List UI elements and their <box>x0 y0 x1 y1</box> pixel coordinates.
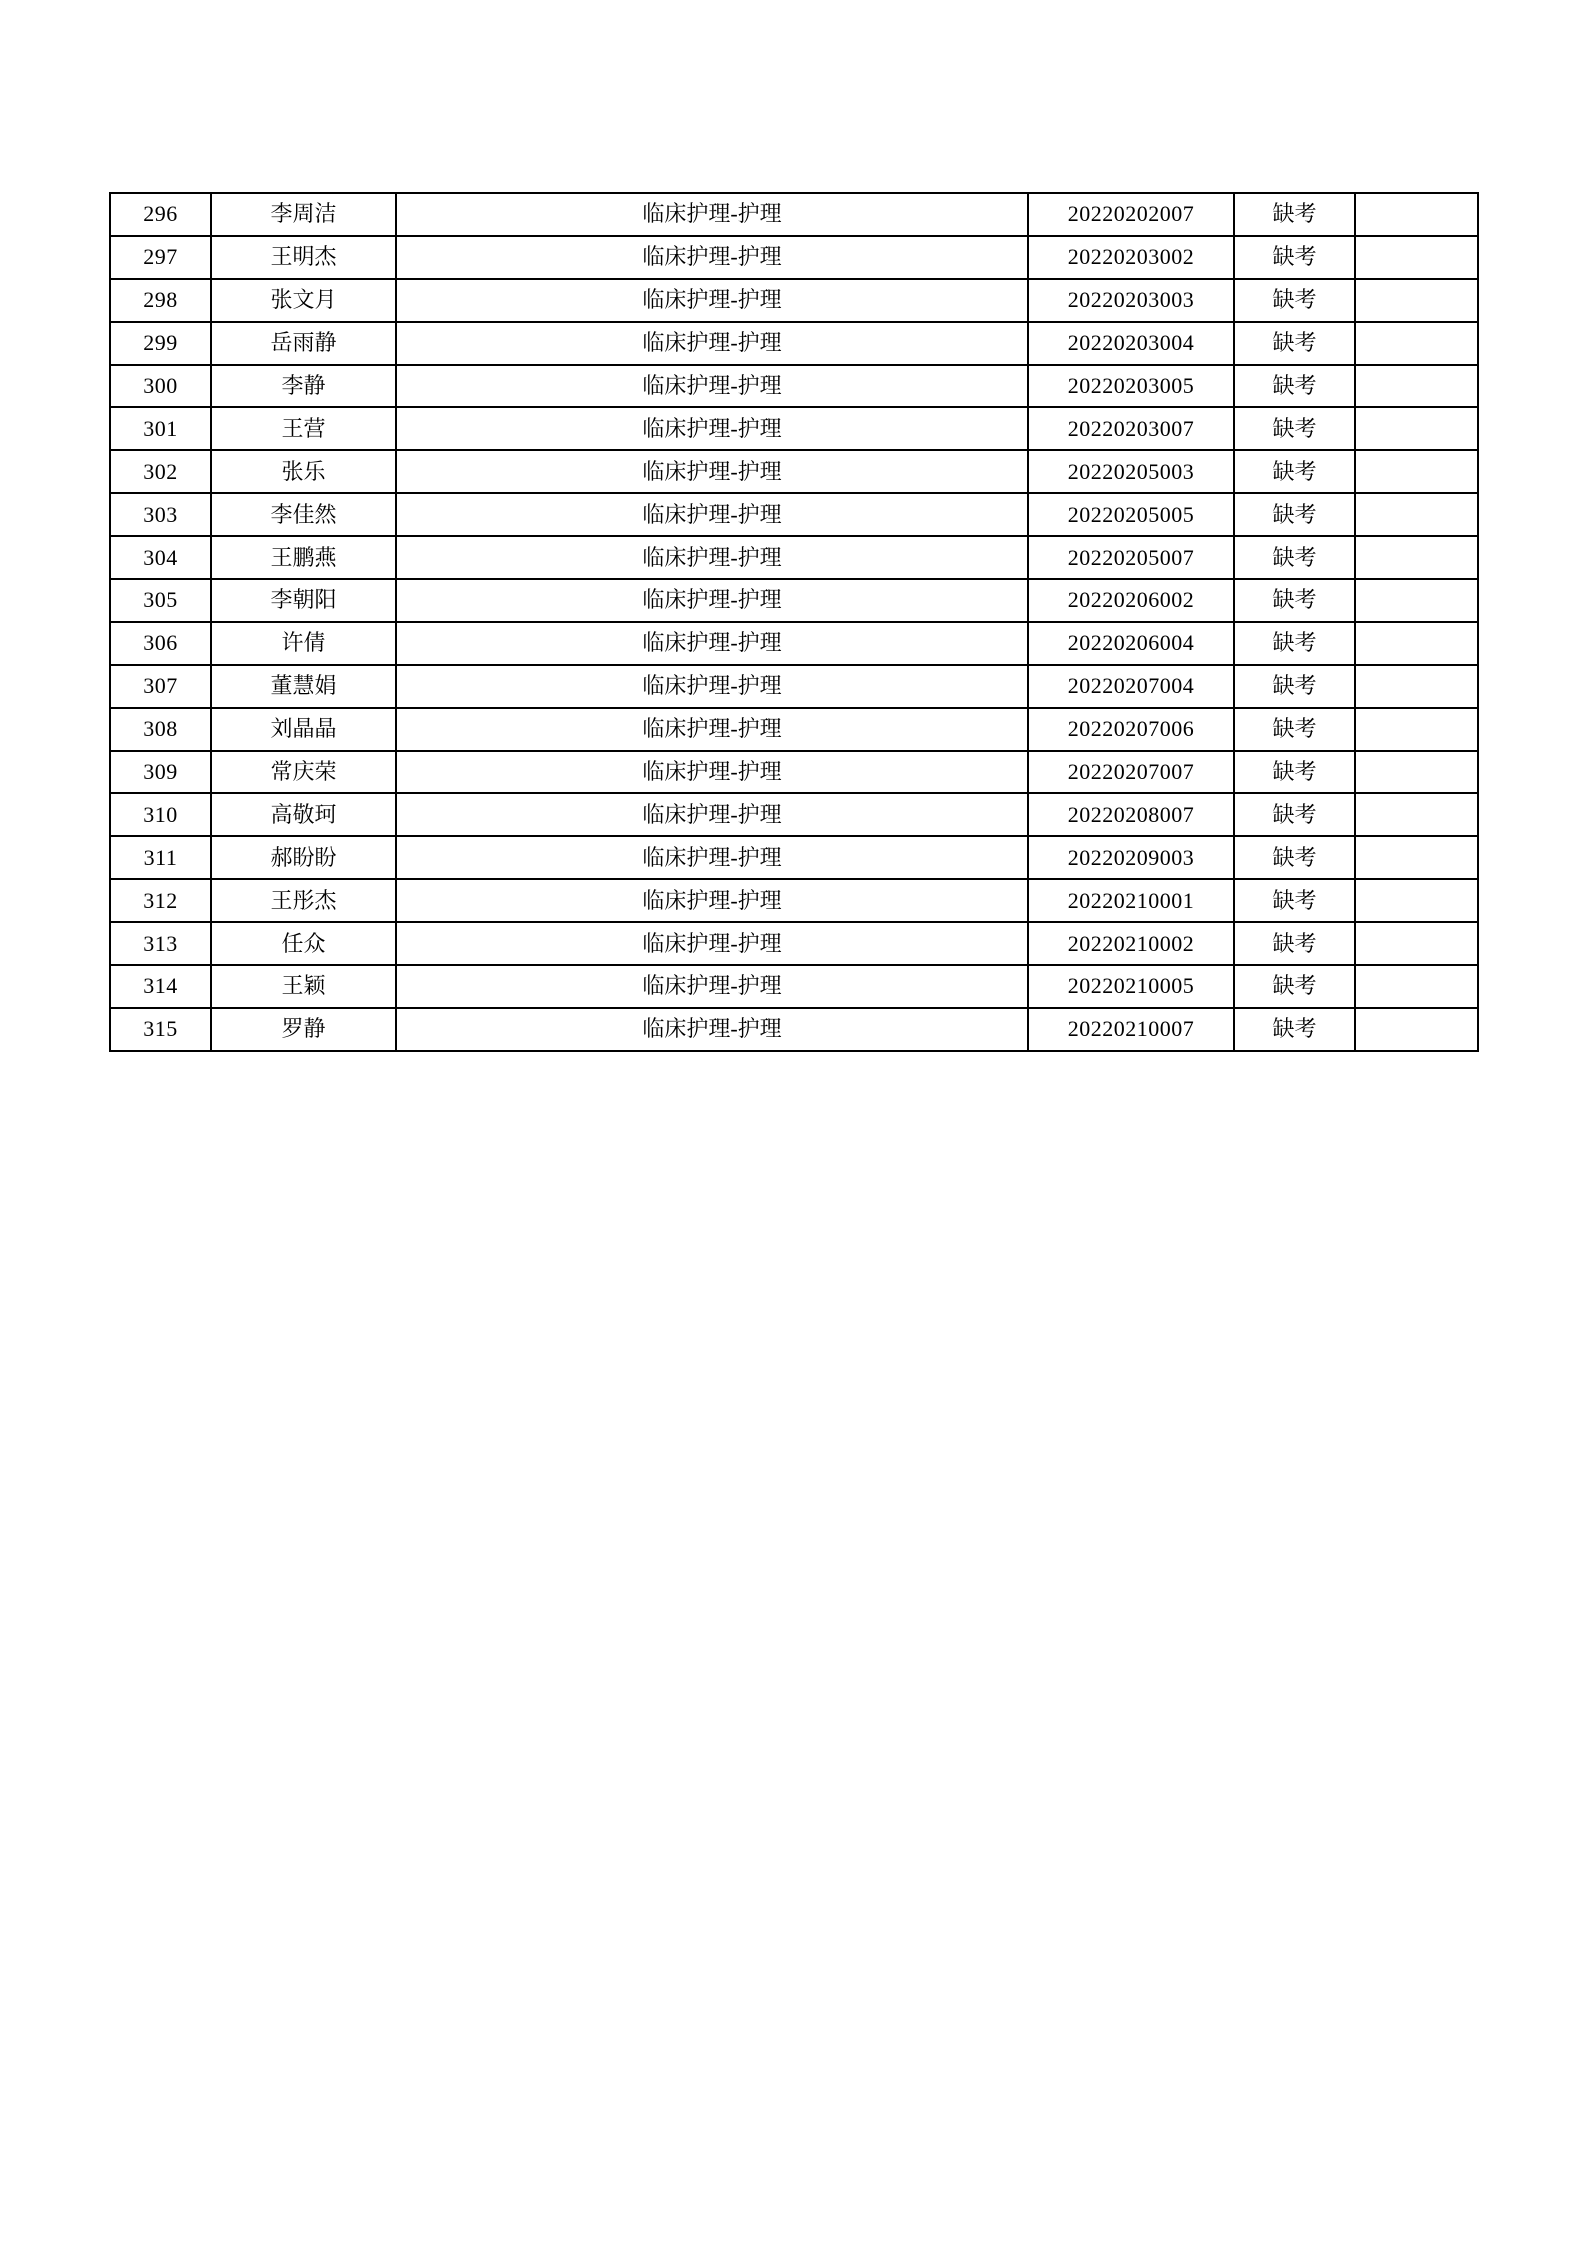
notes-cell <box>1355 665 1478 708</box>
program-cell: 临床护理-护理 <box>396 751 1028 794</box>
table-row <box>110 751 1478 794</box>
name-cell: 常庆荣 <box>211 751 396 794</box>
row-number-cell: 310 <box>110 793 211 836</box>
table-row <box>110 279 1478 322</box>
table-row <box>110 493 1478 536</box>
table-row <box>110 536 1478 579</box>
status-cell: 缺考 <box>1234 922 1355 965</box>
program-cell: 临床护理-护理 <box>396 665 1028 708</box>
exam-id-cell: 20220203004 <box>1028 322 1234 365</box>
name-cell: 任众 <box>211 922 396 965</box>
status-cell: 缺考 <box>1234 836 1355 879</box>
exam-id-cell: 20220207006 <box>1028 708 1234 751</box>
exam-id-cell: 20220207004 <box>1028 665 1234 708</box>
notes-cell <box>1355 322 1478 365</box>
row-number-cell: 314 <box>110 965 211 1008</box>
row-number-cell: 302 <box>110 450 211 493</box>
table-row <box>110 965 1478 1008</box>
status-cell: 缺考 <box>1234 793 1355 836</box>
program-cell: 临床护理-护理 <box>396 793 1028 836</box>
status-cell: 缺考 <box>1234 965 1355 1008</box>
exam-id-cell: 20220209003 <box>1028 836 1234 879</box>
status-cell: 缺考 <box>1234 193 1355 236</box>
name-cell: 高敬珂 <box>211 793 396 836</box>
row-number-cell: 299 <box>110 322 211 365</box>
name-cell: 董慧娟 <box>211 665 396 708</box>
table-row <box>110 322 1478 365</box>
notes-cell <box>1355 793 1478 836</box>
name-cell: 郝盼盼 <box>211 836 396 879</box>
exam-id-cell: 20220210005 <box>1028 965 1234 1008</box>
exam-id-cell: 20220203003 <box>1028 279 1234 322</box>
notes-cell <box>1355 536 1478 579</box>
attendance-table <box>109 192 1479 1052</box>
row-number-cell: 296 <box>110 193 211 236</box>
table-row <box>110 193 1478 236</box>
exam-id-cell: 20220207007 <box>1028 751 1234 794</box>
notes-cell <box>1355 836 1478 879</box>
row-number-cell: 313 <box>110 922 211 965</box>
program-cell: 临床护理-护理 <box>396 965 1028 1008</box>
status-cell: 缺考 <box>1234 708 1355 751</box>
status-cell: 缺考 <box>1234 1008 1355 1051</box>
program-cell: 临床护理-护理 <box>396 450 1028 493</box>
row-number-cell: 297 <box>110 236 211 279</box>
row-number-cell: 308 <box>110 708 211 751</box>
program-cell: 临床护理-护理 <box>396 279 1028 322</box>
table-row <box>110 450 1478 493</box>
exam-id-cell: 20220203005 <box>1028 365 1234 408</box>
program-cell: 临床护理-护理 <box>396 536 1028 579</box>
name-cell: 李周洁 <box>211 193 396 236</box>
row-number-cell: 304 <box>110 536 211 579</box>
notes-cell <box>1355 751 1478 794</box>
program-cell: 临床护理-护理 <box>396 493 1028 536</box>
exam-id-cell: 20220205007 <box>1028 536 1234 579</box>
table-row <box>110 579 1478 622</box>
table-row <box>110 836 1478 879</box>
exam-id-cell: 20220205003 <box>1028 450 1234 493</box>
status-cell: 缺考 <box>1234 665 1355 708</box>
name-cell: 罗静 <box>211 1008 396 1051</box>
row-number-cell: 300 <box>110 365 211 408</box>
exam-id-cell: 20220210002 <box>1028 922 1234 965</box>
status-cell: 缺考 <box>1234 579 1355 622</box>
notes-cell <box>1355 922 1478 965</box>
row-number-cell: 305 <box>110 579 211 622</box>
exam-id-cell: 20220206004 <box>1028 622 1234 665</box>
notes-cell <box>1355 622 1478 665</box>
program-cell: 临床护理-护理 <box>396 236 1028 279</box>
table-row <box>110 922 1478 965</box>
status-cell: 缺考 <box>1234 879 1355 922</box>
table-row <box>110 793 1478 836</box>
notes-cell <box>1355 708 1478 751</box>
status-cell: 缺考 <box>1234 407 1355 450</box>
status-cell: 缺考 <box>1234 622 1355 665</box>
row-number-cell: 312 <box>110 879 211 922</box>
table-row <box>110 665 1478 708</box>
program-cell: 临床护理-护理 <box>396 1008 1028 1051</box>
name-cell: 王鹏燕 <box>211 536 396 579</box>
program-cell: 临床护理-护理 <box>396 322 1028 365</box>
status-cell: 缺考 <box>1234 236 1355 279</box>
program-cell: 临床护理-护理 <box>396 622 1028 665</box>
row-number-cell: 309 <box>110 751 211 794</box>
table-row <box>110 236 1478 279</box>
program-cell: 临床护理-护理 <box>396 193 1028 236</box>
table-row <box>110 365 1478 408</box>
row-number-cell: 307 <box>110 665 211 708</box>
name-cell: 王明杰 <box>211 236 396 279</box>
exam-id-cell: 20220203007 <box>1028 407 1234 450</box>
notes-cell <box>1355 493 1478 536</box>
name-cell: 刘晶晶 <box>211 708 396 751</box>
exam-id-cell: 20220203002 <box>1028 236 1234 279</box>
status-cell: 缺考 <box>1234 493 1355 536</box>
notes-cell <box>1355 236 1478 279</box>
row-number-cell: 306 <box>110 622 211 665</box>
status-cell: 缺考 <box>1234 536 1355 579</box>
notes-cell <box>1355 407 1478 450</box>
name-cell: 许倩 <box>211 622 396 665</box>
row-number-cell: 303 <box>110 493 211 536</box>
name-cell: 张文月 <box>211 279 396 322</box>
exam-id-cell: 20220206002 <box>1028 579 1234 622</box>
exam-id-cell: 20220205005 <box>1028 493 1234 536</box>
table-body <box>110 193 1478 1051</box>
row-number-cell: 315 <box>110 1008 211 1051</box>
notes-cell <box>1355 879 1478 922</box>
program-cell: 临床护理-护理 <box>396 708 1028 751</box>
name-cell: 王彤杰 <box>211 879 396 922</box>
name-cell: 张乐 <box>211 450 396 493</box>
name-cell: 王颖 <box>211 965 396 1008</box>
notes-cell <box>1355 965 1478 1008</box>
notes-cell <box>1355 579 1478 622</box>
status-cell: 缺考 <box>1234 751 1355 794</box>
status-cell: 缺考 <box>1234 279 1355 322</box>
notes-cell <box>1355 193 1478 236</box>
name-cell: 岳雨静 <box>211 322 396 365</box>
program-cell: 临床护理-护理 <box>396 879 1028 922</box>
row-number-cell: 298 <box>110 279 211 322</box>
exam-id-cell: 20220202007 <box>1028 193 1234 236</box>
notes-cell <box>1355 1008 1478 1051</box>
status-cell: 缺考 <box>1234 322 1355 365</box>
name-cell: 李静 <box>211 365 396 408</box>
table-row <box>110 1008 1478 1051</box>
table-row <box>110 407 1478 450</box>
status-cell: 缺考 <box>1234 450 1355 493</box>
program-cell: 临床护理-护理 <box>396 365 1028 408</box>
status-cell: 缺考 <box>1234 365 1355 408</box>
row-number-cell: 311 <box>110 836 211 879</box>
table-row <box>110 708 1478 751</box>
name-cell: 王营 <box>211 407 396 450</box>
exam-id-cell: 20220210007 <box>1028 1008 1234 1051</box>
table-row <box>110 622 1478 665</box>
notes-cell <box>1355 450 1478 493</box>
program-cell: 临床护理-护理 <box>396 579 1028 622</box>
program-cell: 临床护理-护理 <box>396 407 1028 450</box>
notes-cell <box>1355 279 1478 322</box>
table-row <box>110 879 1478 922</box>
name-cell: 李朝阳 <box>211 579 396 622</box>
name-cell: 李佳然 <box>211 493 396 536</box>
exam-id-cell: 20220208007 <box>1028 793 1234 836</box>
program-cell: 临床护理-护理 <box>396 836 1028 879</box>
notes-cell <box>1355 365 1478 408</box>
row-number-cell: 301 <box>110 407 211 450</box>
exam-id-cell: 20220210001 <box>1028 879 1234 922</box>
program-cell: 临床护理-护理 <box>396 922 1028 965</box>
